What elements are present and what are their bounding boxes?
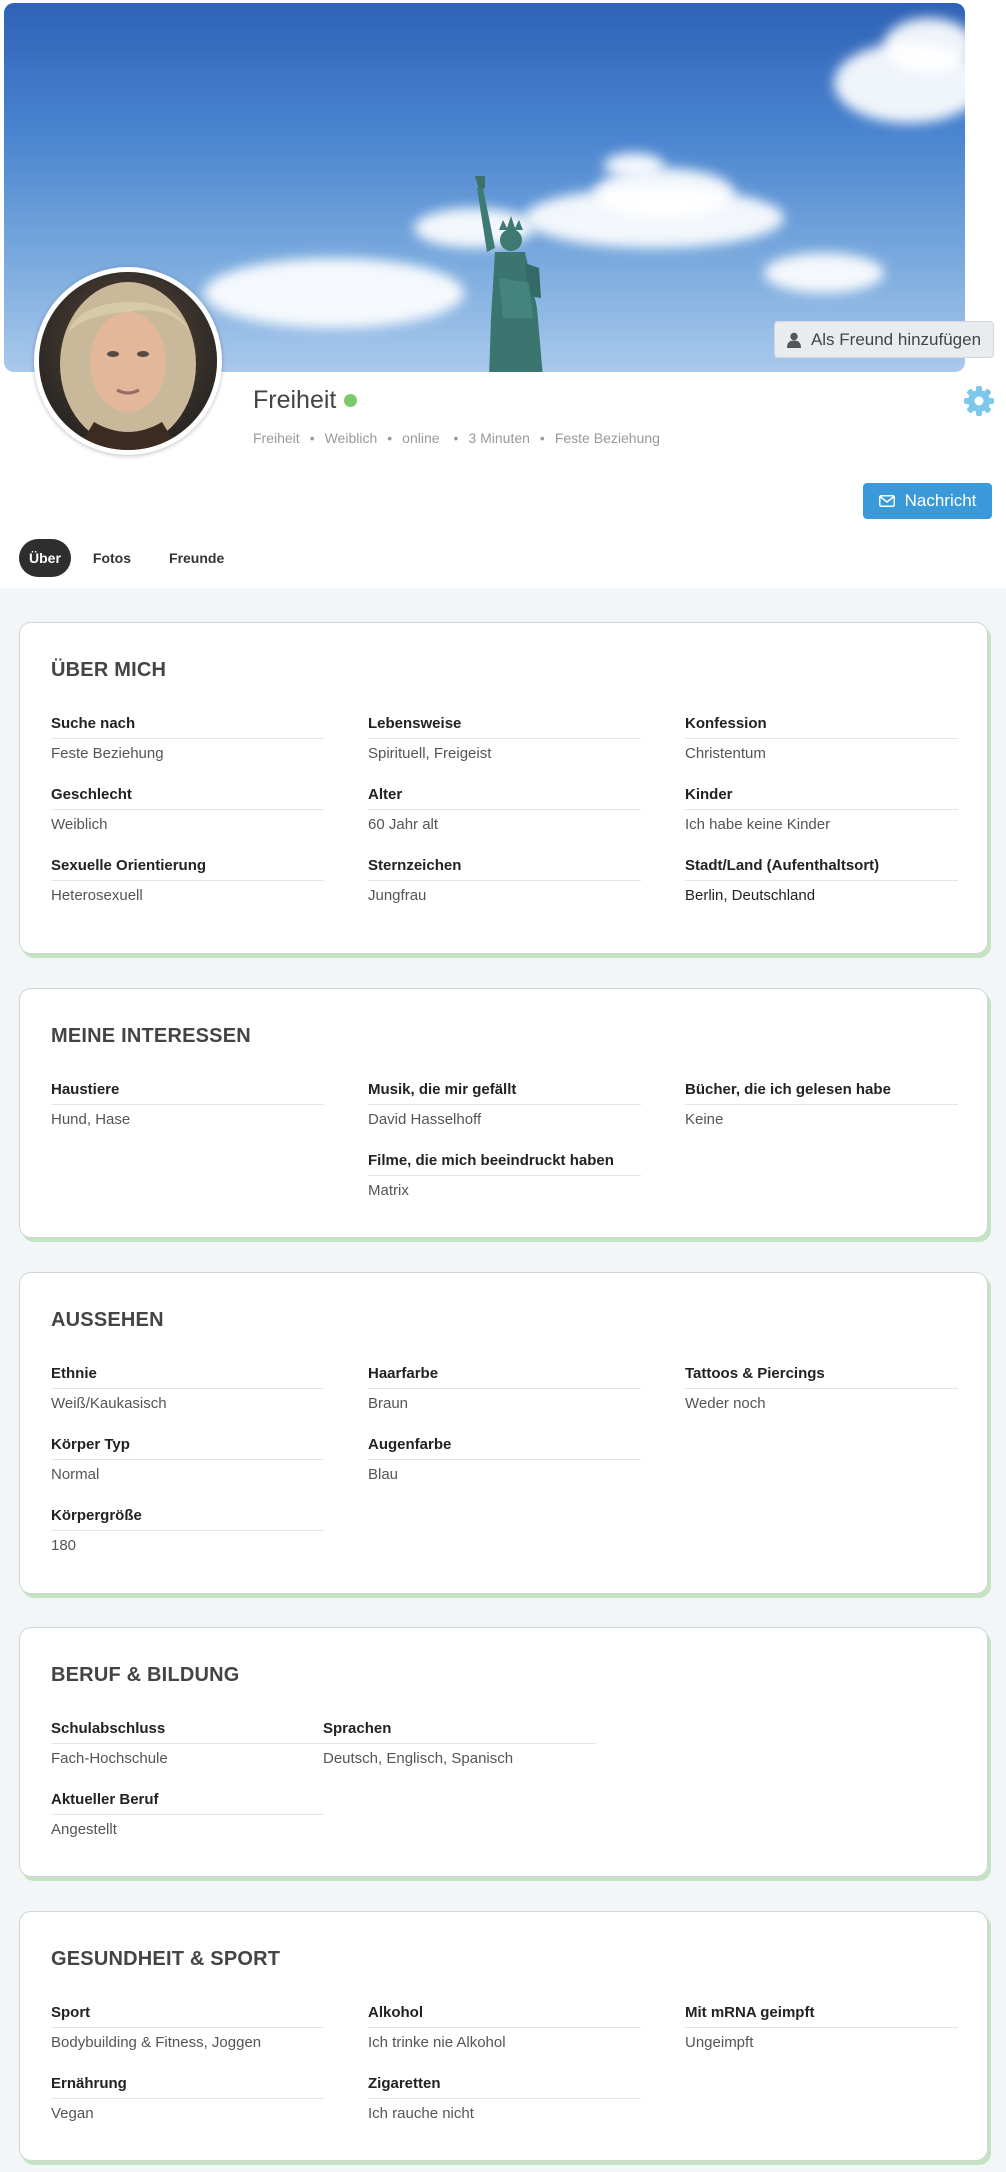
user-icon [787, 332, 801, 348]
field-label: Sexuelle Orientierung [51, 857, 324, 881]
profile-name [253, 386, 357, 415]
field-value: Hund, Hase [51, 1111, 131, 1128]
add-friend-label: Als Freund hinzufügen [810, 329, 982, 349]
profile-name-text: Freiheit [253, 386, 337, 414]
field-label: Körper Typ [51, 1436, 324, 1460]
field-value: Heterosexuell [51, 887, 143, 904]
field-label: Konfession [685, 715, 958, 739]
field-value: Ich trinke nie Alkohol [368, 2034, 506, 2051]
section-title: MEINE INTERESSEN [51, 1025, 251, 1047]
field-label: Schulabschluss [51, 1720, 324, 1744]
add-friend-button[interactable] [774, 321, 994, 358]
field [51, 1365, 324, 1412]
field-label: Bücher, die ich gelesen habe [685, 1081, 958, 1105]
field [323, 1720, 596, 1767]
field [51, 857, 324, 904]
envelope-icon [879, 495, 895, 507]
field [685, 2004, 958, 2051]
field [368, 786, 641, 833]
field-value: Bodybuilding & Fitness, Joggen [51, 2034, 262, 2051]
field [51, 2004, 324, 2051]
gear-icon[interactable] [963, 385, 995, 417]
meta-separator: • [539, 430, 545, 446]
field-value: Matrix [368, 1182, 409, 1199]
field [368, 857, 641, 904]
field-label: Haustiere [51, 1081, 324, 1105]
tab-fotos[interactable]: Fotos [92, 550, 132, 566]
field-label: Filme, die mich beeindruckt haben [368, 1152, 641, 1176]
field-label: Geschlecht [51, 786, 324, 810]
field-value: Weiblich [51, 816, 108, 833]
field-value: Blau [368, 1466, 399, 1483]
field [368, 1436, 641, 1483]
field-label: Tattoos & Piercings [685, 1365, 958, 1389]
meta-username: Freiheit [253, 430, 300, 446]
field [685, 786, 958, 833]
field-label: Aktueller Beruf [51, 1791, 324, 1815]
field-value: Ich rauche nicht [368, 2105, 474, 2122]
field [368, 715, 641, 762]
field-value: Normal [51, 1466, 100, 1483]
field-label: Ernährung [51, 2075, 324, 2099]
section-title: AUSSEHEN [51, 1309, 164, 1331]
field-value: Weiß/Kaukasisch [51, 1395, 167, 1412]
field-label: Suche nach [51, 715, 324, 739]
message-label: Nachricht [904, 491, 977, 510]
section-title: ÜBER MICH [51, 659, 167, 681]
meta-relationship: Feste Beziehung [554, 430, 660, 446]
field [368, 1365, 641, 1412]
online-status-dot [344, 394, 357, 407]
section-career-education [19, 1627, 988, 1877]
field-value: Deutsch, Englisch, Spanisch [323, 1750, 514, 1767]
field-label: Augenfarbe [368, 1436, 641, 1460]
meta-last-seen: 3 Minuten [468, 430, 530, 446]
field-value: 180 [51, 1537, 77, 1554]
section-about-me [19, 622, 988, 954]
field [51, 786, 324, 833]
field-label: Körpergröße [51, 1507, 324, 1531]
statue-of-liberty-image [459, 168, 579, 372]
field [368, 1081, 641, 1128]
meta-online: online [402, 430, 440, 446]
field [685, 1081, 958, 1128]
field-value: Angestellt [51, 1821, 117, 1838]
field-label: Lebensweise [368, 715, 641, 739]
message-button[interactable] [863, 483, 992, 519]
field-value: Ich habe keine Kinder [685, 816, 831, 833]
section-appearance [19, 1272, 988, 1594]
field-label: Sternzeichen [368, 857, 641, 881]
field-label: Musik, die mir gefällt [368, 1081, 641, 1105]
meta-separator: • [309, 430, 315, 446]
field-value: Braun [368, 1395, 409, 1412]
field [51, 715, 324, 762]
field [51, 1436, 324, 1483]
field [368, 2075, 641, 2122]
field [51, 1081, 324, 1128]
field [368, 1152, 641, 1199]
field-value: Weder noch [685, 1395, 766, 1412]
field [51, 1791, 324, 1838]
field-label: Alter [368, 786, 641, 810]
field-value: Fach-Hochschule [51, 1750, 168, 1767]
field [51, 1507, 324, 1554]
field-value: Christentum [685, 745, 766, 762]
field-label: Sport [51, 2004, 324, 2028]
meta-gender: Weiblich [324, 430, 378, 446]
meta-separator: • [387, 430, 393, 446]
field-label: Ethnie [51, 1365, 324, 1389]
tab-freunde[interactable]: Freunde [169, 550, 225, 566]
field [368, 2004, 641, 2051]
field-value: Keine [685, 1111, 724, 1128]
field-value: Berlin, Deutschland [685, 887, 816, 904]
field-label: Stadt/Land (Aufenthaltsort) [685, 857, 958, 881]
field-label: Kinder [685, 786, 958, 810]
section-title: GESUNDHEIT & SPORT [51, 1948, 281, 1970]
field-value: 60 Jahr alt [368, 816, 439, 833]
field [51, 1720, 324, 1767]
field-label: Haarfarbe [368, 1365, 641, 1389]
field-value: Ungeimpft [685, 2034, 754, 2051]
avatar[interactable] [34, 267, 222, 455]
field-value: Vegan [51, 2105, 94, 2122]
field-value: David Hasselhoff [368, 1111, 482, 1128]
field-label: Zigaretten [368, 2075, 641, 2099]
field [685, 857, 958, 904]
tab-uber[interactable]: Über [19, 539, 71, 577]
field [685, 1365, 958, 1412]
field-value: Jungfrau [368, 887, 427, 904]
field-label: Sprachen [323, 1720, 596, 1744]
field [685, 715, 958, 762]
field-label: Alkohol [368, 2004, 641, 2028]
meta-separator: • [453, 430, 459, 446]
field-value: Spirituell, Freigeist [368, 745, 492, 762]
section-title: BERUF & BILDUNG [51, 1664, 240, 1686]
section-health-sport [19, 1911, 988, 2161]
field [51, 2075, 324, 2122]
profile-tabs [19, 539, 240, 577]
section-interests [19, 988, 988, 1238]
profile-meta [253, 430, 660, 446]
field-label: Mit mRNA geimpft [685, 2004, 958, 2028]
field-value: Feste Beziehung [51, 745, 164, 762]
